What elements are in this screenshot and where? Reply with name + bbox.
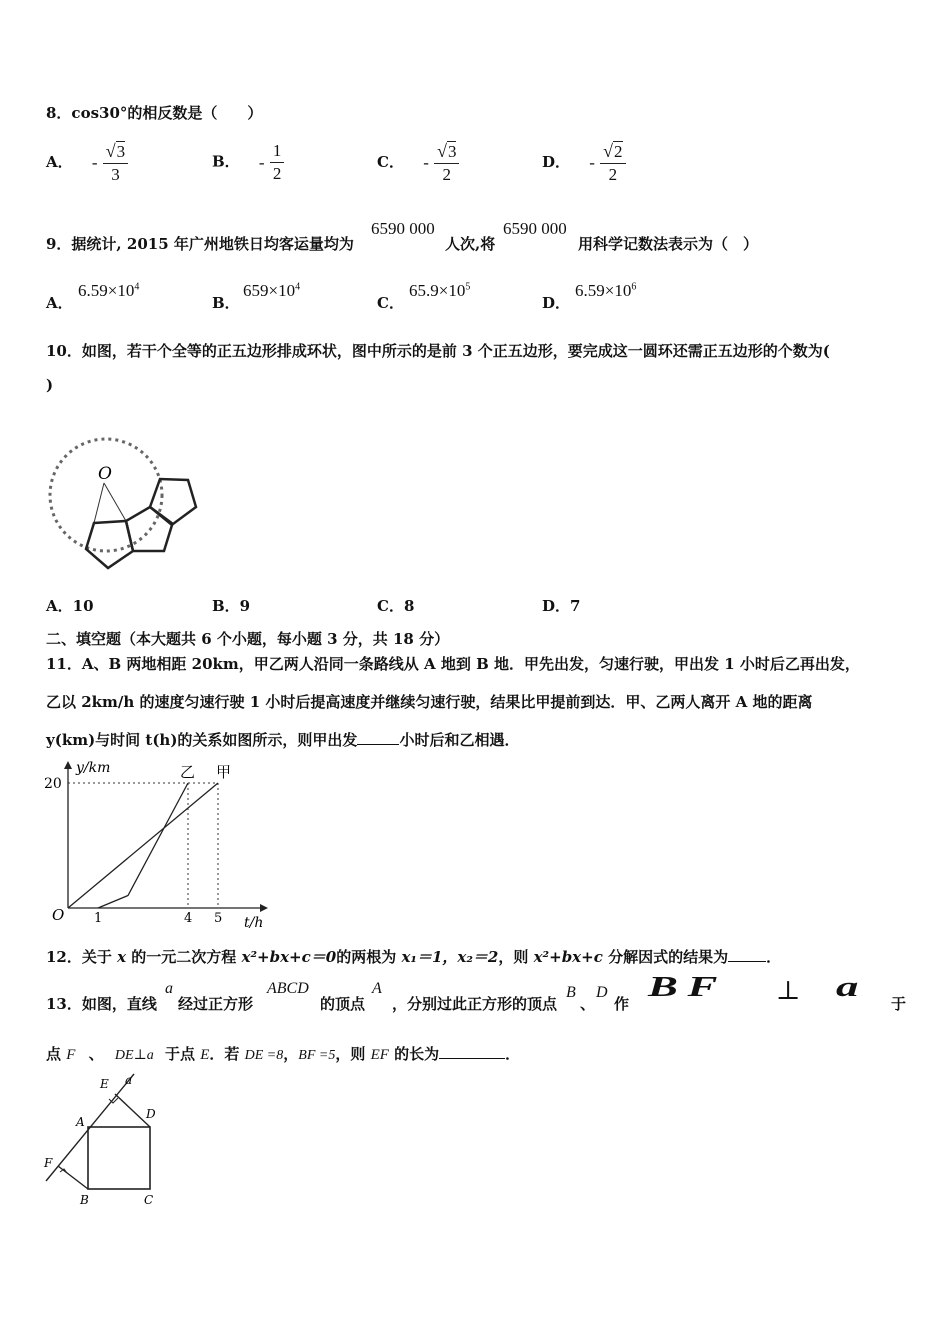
- q8-c-sign: -: [423, 153, 429, 172]
- q13-abcd: ABCD: [267, 980, 309, 997]
- q12-expression: x²+bx+c: [533, 948, 603, 966]
- q8-b-num: 1: [270, 140, 285, 163]
- ring-circle: [50, 439, 162, 551]
- q8-d-sign: -: [589, 153, 595, 172]
- q10-stem-line2: ): [46, 376, 54, 394]
- q13-perp-symbol: ⊥: [776, 976, 801, 1005]
- q13-line2: [46, 1043, 520, 1064]
- q10-option-a: A．10: [46, 597, 94, 615]
- fig-label-f: F: [44, 1156, 53, 1170]
- q13-bf: BF: [648, 972, 727, 1003]
- q9-option-a-label: A．: [46, 294, 73, 312]
- q13-pt-b: B: [566, 984, 576, 1001]
- q11-line1: 11．A、B 两地相距 20km，甲乙两人沿同一条路线从 A 地到 B 地．甲先出发，匀速行驶，甲出发 1 小时后乙再出发，: [46, 655, 860, 673]
- q13-text-j: 于点: [164, 1045, 195, 1063]
- y-axis-label: y/km: [76, 760, 111, 776]
- x-tick-1: 1: [94, 911, 103, 926]
- q13-ef: EF: [370, 1047, 389, 1063]
- q13-text-f: 作: [614, 995, 630, 1013]
- q8-d-den: 2: [608, 165, 618, 184]
- radius-line-1: [94, 483, 104, 523]
- radius-line-2: [104, 483, 126, 521]
- q13-text-i: 、: [88, 1045, 104, 1063]
- fig-label-c: C: [144, 1193, 154, 1207]
- q13-pt-d: D: [596, 984, 608, 1001]
- q9-option-d-value: [575, 281, 636, 301]
- q8-c-label: C．: [377, 153, 404, 171]
- square-abcd: [88, 1127, 150, 1189]
- y-tick-20: 20: [44, 776, 62, 792]
- q13-text-e: 、: [580, 995, 596, 1013]
- q12-root-1: x₁＝1，: [401, 948, 458, 966]
- q12-text-b: 的一元二次方程: [131, 948, 237, 966]
- q11-line3: [46, 729, 519, 750]
- q12-text-f: ．: [766, 948, 782, 966]
- q13-a-big: [836, 972, 868, 1004]
- q10-option-b: B．9: [212, 597, 251, 615]
- pentagon-1: [86, 521, 133, 568]
- q13-text-g: 于: [891, 995, 907, 1013]
- q8-c-den: 2: [442, 165, 452, 184]
- q8-option-d: D． - $\frac{√2}{2}$: [542, 140, 626, 186]
- q8-b-sign: -: [258, 152, 265, 172]
- q13-text-m: 的长为: [394, 1045, 440, 1063]
- x-axis-label: t/h: [244, 915, 264, 931]
- q13-text-l: ，则: [335, 1045, 366, 1063]
- q13-de-perp: DE⊥a: [114, 1048, 154, 1063]
- q9-c-mant: 65.9: [409, 281, 439, 300]
- q10-option-c: C．8: [377, 597, 415, 615]
- segment-de: [115, 1094, 150, 1127]
- fig-label-o: O: [98, 464, 112, 484]
- q13-bf-5: BF =5: [298, 1048, 336, 1063]
- q13-pt-f: F: [66, 1047, 76, 1063]
- q9-b-times: ×10: [268, 281, 296, 300]
- q9-stem-c: 用科学记数法表示为（ ）: [578, 235, 759, 253]
- q12-text-c: 的两根为: [336, 948, 397, 966]
- origin-label: O: [52, 906, 65, 924]
- q9-option-c-label: C．: [377, 294, 404, 312]
- q8-a-sign: -: [91, 153, 98, 172]
- q8-b-den: 2: [272, 164, 282, 183]
- fig-label-a: A: [76, 1115, 85, 1129]
- q13-text-n: ．: [505, 1045, 521, 1063]
- q8-option-b: [212, 140, 284, 185]
- q11-chart: [40, 755, 270, 935]
- q9-a-mant: 6.59: [78, 281, 108, 300]
- q9-d-times: ×10: [604, 281, 632, 300]
- q9-number-1: 6590 000: [371, 219, 435, 238]
- fig-label-a-line: a: [125, 1073, 133, 1087]
- q8-b-label: B．: [212, 152, 240, 171]
- q10-stem-line1: 10．如图，若干个全等的正五边形排成环状，图中所示的是前 3 个正五边形，要完成这一圆环还需正五边形的个数为(: [46, 342, 830, 360]
- q9-option-b-label: B．: [212, 294, 240, 312]
- section-2-title: 二、填空题（本大题共 6 个小题，每小题 3 分，共 18 分）: [46, 630, 450, 648]
- q9-stem-b: 人次,将: [445, 235, 496, 253]
- q9-option-d-label: D．: [542, 294, 571, 312]
- q8-c-num: 3: [447, 142, 457, 161]
- q10-option-d: D．7: [542, 597, 581, 615]
- q9-c-exp: 5: [465, 281, 471, 293]
- q9-a-times: ×10: [107, 281, 135, 300]
- fig-label-e: E: [100, 1077, 109, 1091]
- series-label-yi: 乙: [180, 763, 196, 781]
- q8-option-a: A． - $\frac{√3}{3}$: [46, 140, 128, 186]
- q11-line3-b: 小时后和乙相遇．: [399, 731, 520, 749]
- q12-equation: x²+bx+c＝0: [241, 948, 337, 966]
- x-tick-5: 5: [214, 911, 223, 926]
- q13-de-8: DE =8: [244, 1048, 284, 1063]
- q9-option-a-value: [78, 281, 139, 301]
- q12-line: [46, 946, 781, 967]
- q11-answer-blank[interactable]: [357, 744, 399, 745]
- q13-text-h: 点: [46, 1045, 62, 1063]
- q12-text-e: 分解因式的结果为: [608, 948, 729, 966]
- q8-d-num: 2: [614, 142, 623, 161]
- q12-answer-blank[interactable]: [728, 961, 766, 962]
- q12-text-d: ，则: [498, 948, 529, 966]
- q8-a-label: A．: [46, 153, 73, 171]
- q8-stem: 8．cos30°的相反数是（ ）: [46, 104, 263, 122]
- series-label-jia: 甲: [216, 763, 232, 781]
- q13-comma: ，: [283, 1045, 299, 1063]
- q9-d-exp: 6: [631, 281, 637, 293]
- q13-answer-blank[interactable]: [439, 1058, 505, 1059]
- q9-stem-a: 9．据统计, 2015 年广州地铁日均客运量均为: [46, 235, 354, 253]
- q13-text-c: 的顶点: [320, 995, 366, 1013]
- q13-pt-e: E: [200, 1047, 210, 1063]
- q9-b-mant: 659: [243, 281, 269, 300]
- q13-figure: [40, 1068, 180, 1213]
- q9-option-c-value: [409, 281, 470, 301]
- series-line-jia: [68, 783, 218, 908]
- segment-bf: [58, 1166, 88, 1189]
- fig-label-d: D: [146, 1107, 156, 1121]
- y-axis-arrow: [64, 761, 72, 769]
- x-axis-arrow: [260, 904, 268, 912]
- q12-root-2: x₂＝2: [457, 948, 499, 966]
- q13-big-a: a: [836, 972, 868, 1003]
- fig-label-b: B: [80, 1193, 89, 1207]
- q9-number-2: 6590 000: [503, 219, 567, 238]
- q9-b-exp: 4: [295, 281, 301, 293]
- q13-text-d: ，分别过此正方形的顶点: [392, 995, 558, 1013]
- q9-c-times: ×10: [438, 281, 466, 300]
- q12-text-a: 12．关于: [46, 948, 112, 966]
- q8-a-num: 3: [116, 142, 126, 161]
- q9-d-mant: 6.59: [575, 281, 605, 300]
- q13-text-k: ．若: [209, 1045, 240, 1063]
- q10-pentagon-figure: [40, 415, 200, 575]
- q13-pt-a: A: [372, 980, 382, 997]
- q9-option-b-value: [243, 281, 300, 301]
- q8-d-label: D．: [542, 153, 571, 171]
- q13-bf-big: [648, 972, 727, 1004]
- q8-a-den: 3: [111, 165, 120, 184]
- q12-var-x: x: [117, 948, 127, 966]
- q13-line-a: a: [165, 980, 173, 997]
- q11-line3-a: y(km)与时间 t(h)的关系如图所示，则甲出发: [46, 731, 358, 749]
- q8-option-c: C． - $\frac{√3}{2}$: [377, 140, 459, 186]
- q9-a-exp: 4: [134, 281, 140, 293]
- x-tick-4: 4: [184, 911, 193, 926]
- q11-line2: 乙以 2km/h 的速度匀速行驶 1 小时后提高速度并继续匀速行驶，结果比甲提前到达．甲、乙两人离开 A 地的距离: [46, 693, 813, 711]
- q13-text-a: 13．如图，直线: [46, 995, 157, 1013]
- q13-text-b: 经过正方形: [178, 995, 254, 1013]
